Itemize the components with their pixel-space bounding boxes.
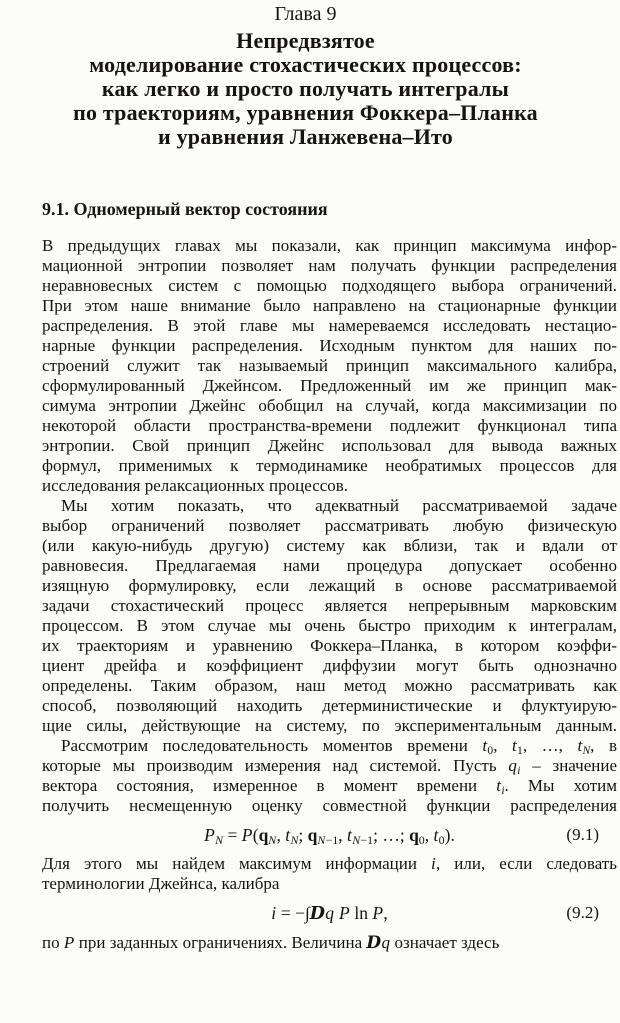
text-line: терминологии Джейнса, калибра (42, 874, 280, 893)
paragraph (42, 236, 617, 496)
text-line: формул, применимых к термодинамике необратимых процессов для (42, 456, 617, 475)
text-line: определены. Таким образом, наш метод можно рассматривать как (42, 676, 617, 695)
text-line: мационной энтропии позволяет нам получать функции распределения (42, 256, 617, 275)
text-line: получить несмещенную оценку совместной функции распределения (42, 796, 617, 815)
chapter-title-line: по траекториям, уравнения Фоккера–Планка (73, 100, 538, 125)
text-line: задачи стохастический процесс является непрерывным марковским (42, 596, 617, 615)
text-line: циент дрейфа и коэффициент диффузии могут быть однозначно (42, 656, 617, 675)
text-line: энтропии. Свой принцип Джейнс использовал для вывода важных (42, 436, 617, 455)
chapter-title-line: моделирование стохастических процессов: (89, 52, 522, 77)
text-line: изящную формулировку, если лежащий в основе рассматриваемой (42, 576, 617, 595)
text-line: При этом наше внимание было направлено на стационарные функции (42, 296, 617, 315)
text-line: строений служит так называемый принцип максимального калибра, (42, 356, 617, 375)
text-line: которые мы производим измерения над системой. Пусть $q_i$ – значение (42, 756, 617, 777)
equation-number: (9.1) (566, 825, 599, 844)
chapter-label: Глава 9 (274, 3, 337, 25)
text-line: В предыдущих главах мы показали, как принцип максимума инфор- (42, 236, 617, 255)
equation: $P_N = P(q_N$, $t_N$; $q_{N-1}$, $t_{N-1}$; …; $q_0$, $t_0$). (204, 825, 455, 847)
paragraph (42, 496, 617, 736)
paragraph (42, 736, 617, 816)
text-line: Рассмотрим последовательность моментов времени $t_0$, $t_1$, …, $t_N$, в (61, 736, 618, 757)
text-line: исследования релаксационных процессов. (42, 476, 349, 495)
text-line: нарные функции распределения. Исходным пунктом для наших по- (42, 336, 617, 355)
text-line: равновесия. Предлагаемая нами процедура допускает особенно (42, 556, 617, 575)
text-line: сформулированный Джейнсом. Предложенный им же принцип мак- (42, 376, 617, 395)
text-line: некоторой области пространства-времени подлежит функционал типа (42, 416, 617, 435)
text-line: распределения. В этой главе мы намереваемся исследовать нестацио- (42, 316, 617, 335)
text-line: симума энтропии Джейнс обобщил на случай, когда максимизации по (42, 396, 617, 415)
paragraph (42, 933, 617, 953)
text-line: по P при заданных ограничениях. Величина Dq означает здесь (42, 933, 500, 953)
text-line: их траекториям и уравнению Фоккера–Планка, в котором коэффи- (42, 636, 617, 655)
equation-number: (9.2) (566, 903, 599, 922)
chapter-title-line: как легко и просто получать интегралы (101, 76, 510, 101)
text-line: (или какую-нибудь другую) систему как вблизи, так и вдали от (42, 536, 617, 555)
text-line: способ, позволяющий находить детерминистические и флуктуирую- (42, 696, 617, 715)
text-line: Мы хотим показать, что адекватный рассматриваемой задаче (61, 496, 617, 515)
text-line: щие силы, действующие на систему, по экспериментальным данным. (42, 716, 617, 735)
text-line: неравновесных систем с помощью подходящего выбора ограничений. (42, 276, 617, 295)
body-text (42, 236, 617, 953)
text-line: Для этого мы найдем максимум информации i, или, если следовать (42, 854, 617, 873)
chapter-header (42, 3, 617, 149)
text-line: выбор ограничений позволяет рассматривать любую физическую (42, 516, 617, 535)
text-line: процессом. В этом случае мы очень быстро приходим к интегралам, (42, 616, 617, 635)
equation: i = −∫Dq P ln P, (271, 903, 388, 924)
chapter-title-line: Непредвзятое (236, 28, 375, 53)
equation-row (42, 901, 617, 926)
equation-row (42, 823, 617, 847)
paragraph (42, 854, 617, 894)
text-line: вектора состояния, измеренное в момент времени $t_i$. Мы хотим (42, 776, 618, 797)
chapter-title-line: и уравнения Ланжевена–Ито (158, 124, 453, 149)
section-heading: 9.1. Одномерный вектор состояния (42, 199, 328, 219)
